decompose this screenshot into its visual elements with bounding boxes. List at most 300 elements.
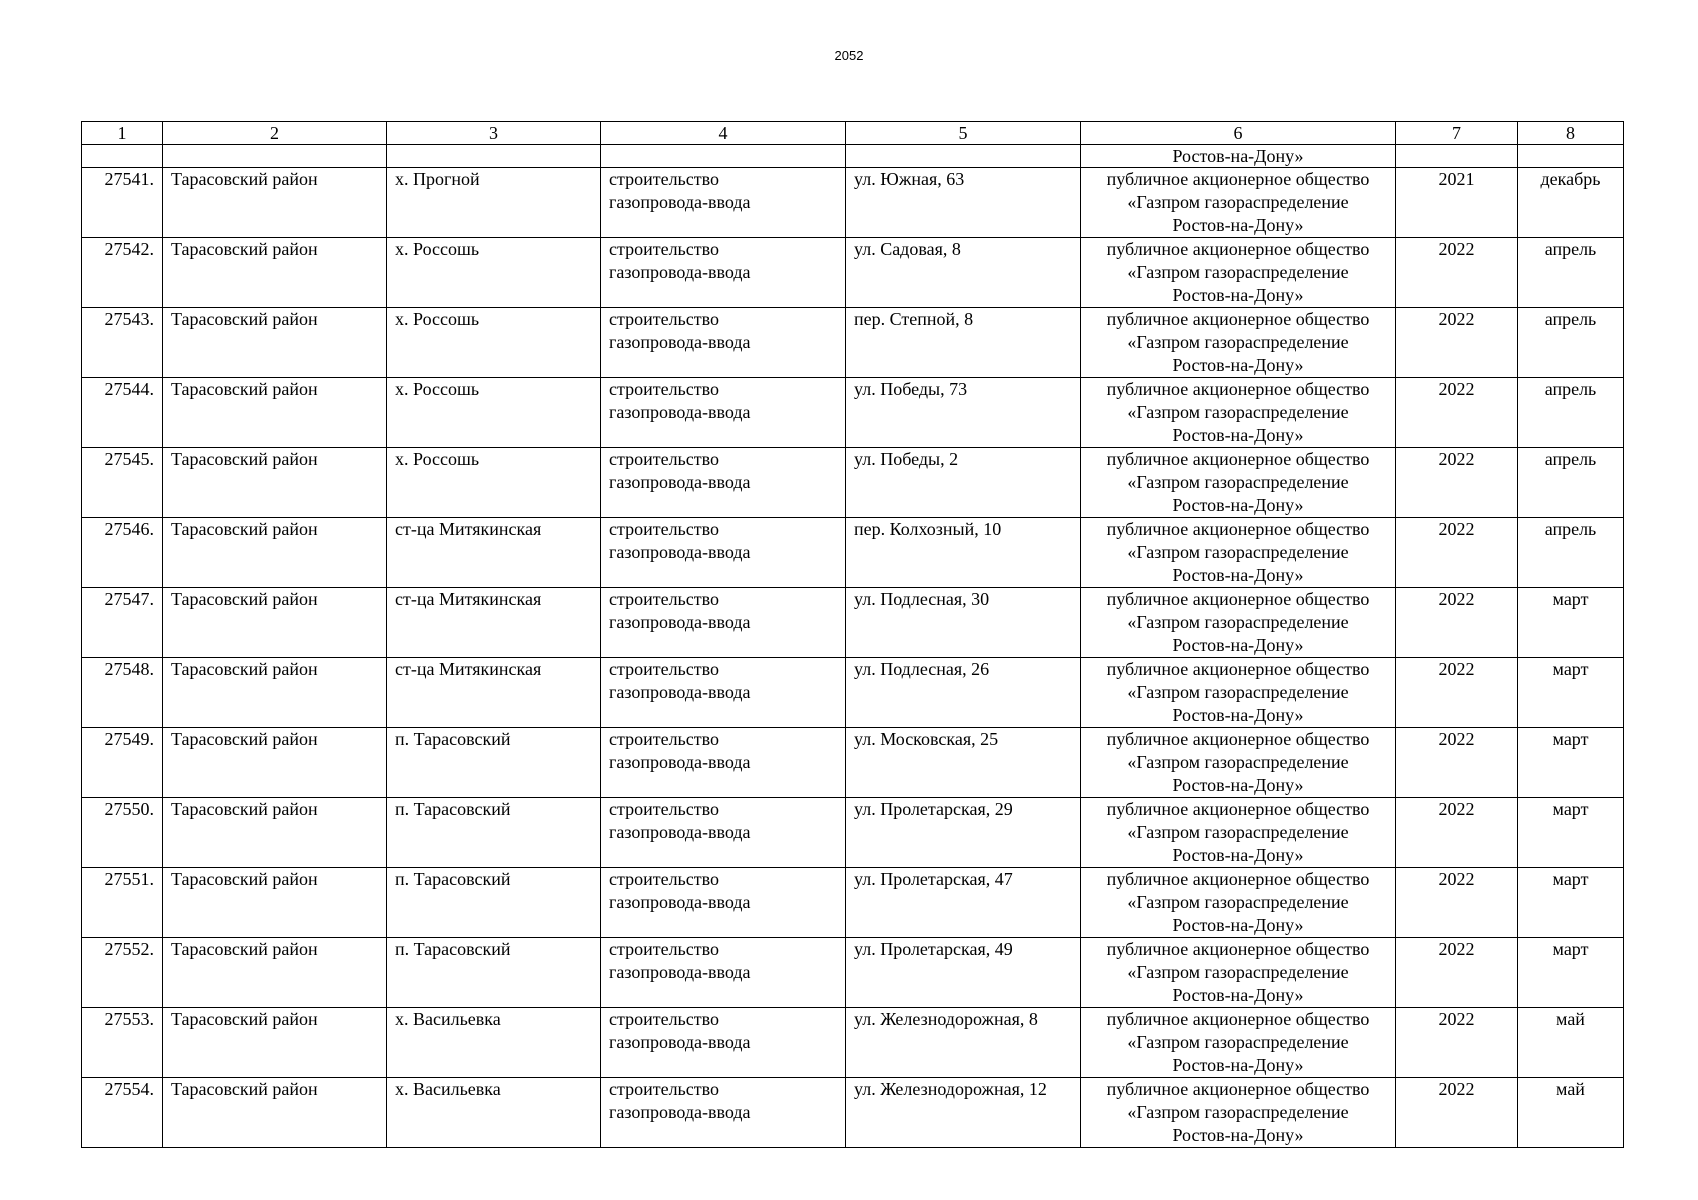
year-text: 2021 [1438,169,1475,189]
cell-district [163,308,387,378]
table-row [82,518,1624,588]
table-row [82,1078,1624,1148]
cell-num [82,378,163,448]
org-line-1: публичное акционерное общество [1106,1079,1370,1099]
org-line-1: публичное акционерное общество [1106,939,1370,959]
cell-org [1081,728,1396,798]
cell-locality [387,658,601,728]
cell-month [1518,798,1624,868]
table-row [82,1008,1624,1078]
cell-year [1396,588,1518,658]
row-number: 27547. [104,589,154,609]
work-line-1: строительство [609,449,719,469]
cell-num [82,518,163,588]
district-text: Тарасовский район [171,519,318,539]
org-line-3: Ростов-на-Дону» [1172,1055,1304,1075]
cell-month [1518,1008,1624,1078]
org-line-2: «Газпром газораспределение [1127,1102,1349,1122]
cell-month [1518,728,1624,798]
cell-locality [387,588,601,658]
cell-locality [387,168,601,238]
cell-locality [387,145,601,168]
cell-work [601,238,846,308]
cell-locality [387,238,601,308]
cell-address [846,798,1081,868]
work-line-2: газопровода-ввода [609,1032,751,1052]
work-line-2: газопровода-ввода [609,682,751,702]
month-text: апрель [1544,379,1597,399]
district-text: Тарасовский район [171,869,318,889]
address-text: ул. Южная, 63 [854,169,965,189]
work-line-1: строительство [609,799,719,819]
cell-month [1518,658,1624,728]
org-line-2: «Газпром газораспределение [1127,262,1349,282]
district-text: Тарасовский район [171,379,318,399]
cell-year [1396,168,1518,238]
cell-month [1518,938,1624,1008]
district-text: Тарасовский район [171,939,318,959]
row-number: 27551. [104,869,154,889]
header-row [82,122,1624,145]
cell-org [1081,518,1396,588]
org-line-2: «Газпром газораспределение [1127,472,1349,492]
org-line-2: «Газпром газораспределение [1127,822,1349,842]
cell-locality [387,1078,601,1148]
work-line-1: строительство [609,589,719,609]
cell-district [163,728,387,798]
locality-text: х. Прогной [395,169,480,189]
cell-address [846,308,1081,378]
org-line-2: «Газпром газораспределение [1127,192,1349,212]
month-text: апрель [1544,519,1597,539]
cell-month [1518,448,1624,518]
cell-locality [387,938,601,1008]
cell-num [82,1078,163,1148]
org-line-3: Ростов-на-Дону» [1172,635,1304,655]
table-row [82,448,1624,518]
locality-text: ст-ца Митякинская [395,519,542,539]
cell-num [82,798,163,868]
cell-address [846,1008,1081,1078]
year-text: 2022 [1438,939,1475,959]
cell-address [846,868,1081,938]
cell-work [601,798,846,868]
month-text: март [1552,799,1589,819]
cell-year [1396,798,1518,868]
cell-address [846,728,1081,798]
cell-month [1518,588,1624,658]
cell-org [1081,658,1396,728]
table-row [82,938,1624,1008]
cell-work [601,658,846,728]
cell-work [601,168,846,238]
cell-address [846,168,1081,238]
table-row [82,378,1624,448]
cell-num [82,448,163,518]
cell-year [1396,658,1518,728]
address-text: пер. Степной, 8 [854,309,974,329]
org-line-3: Ростов-на-Дону» [1172,565,1304,585]
address-text: ул. Пролетарская, 29 [854,799,1013,819]
cell-locality [387,448,601,518]
cell-locality [387,308,601,378]
cell-district [163,168,387,238]
district-text: Тарасовский район [171,449,318,469]
cell-work [601,588,846,658]
cell-district [163,238,387,308]
cell-month [1518,868,1624,938]
address-text: ул. Подлесная, 26 [854,659,990,679]
cell-district [163,145,387,168]
work-line-2: газопровода-ввода [609,472,751,492]
org-line-2: «Газпром газораспределение [1127,542,1349,562]
month-text: май [1556,1009,1585,1029]
org-line-2: «Газпром газораспределение [1127,1032,1349,1052]
column-header-7: 7 [1396,122,1518,145]
locality-text: п. Тарасовский [395,729,511,749]
address-text: ул. Железнодорожная, 8 [854,1009,1038,1029]
table-row [82,168,1624,238]
cell-month [1518,168,1624,238]
cell-num [82,168,163,238]
work-line-1: строительство [609,939,719,959]
year-text: 2022 [1438,799,1475,819]
locality-text: х. Россошь [395,449,480,469]
cell-address [846,1078,1081,1148]
cell-locality [387,518,601,588]
org-line-1: публичное акционерное общество [1106,1009,1370,1029]
row-number: 27549. [104,729,154,749]
row-number: 27546. [104,519,154,539]
cell-year [1396,238,1518,308]
table-row [82,798,1624,868]
table-header [82,122,1624,145]
org-line-3: Ростов-на-Дону» [1172,495,1304,515]
cell-org [1081,448,1396,518]
org-line-2: «Газпром газораспределение [1127,332,1349,352]
month-text: март [1552,589,1589,609]
year-text: 2022 [1438,729,1475,749]
cell-address [846,658,1081,728]
org-line-2: «Газпром газораспределение [1127,752,1349,772]
row-number: 27541. [104,169,154,189]
cell-address [846,238,1081,308]
org-line-3: Ростов-на-Дону» [1172,775,1304,795]
org-line-2: «Газпром газораспределение [1127,402,1349,422]
org-line-2: «Газпром газораспределение [1127,682,1349,702]
cell-district [163,938,387,1008]
work-line-2: газопровода-ввода [609,192,751,212]
address-text: ул. Садовая, 8 [854,239,961,259]
cell-locality [387,868,601,938]
year-text: 2022 [1438,659,1475,679]
cell-year [1396,938,1518,1008]
cell-address [846,378,1081,448]
cell-month [1518,1078,1624,1148]
year-text: 2022 [1438,869,1475,889]
org-line-1: публичное акционерное общество [1106,799,1370,819]
month-text: март [1552,939,1589,959]
district-text: Тарасовский район [171,589,318,609]
cell-address [846,145,1081,168]
work-line-2: газопровода-ввода [609,822,751,842]
cell-month [1518,308,1624,378]
cell-district [163,518,387,588]
org-line-1: публичное акционерное общество [1106,519,1370,539]
cell-locality [387,728,601,798]
work-line-1: строительство [609,869,719,889]
table-row [82,868,1624,938]
org-line-3: Ростов-на-Дону» [1172,915,1304,935]
org-line-2: «Газпром газораспределение [1127,962,1349,982]
cell-work [601,518,846,588]
year-text: 2022 [1438,379,1475,399]
table-body [82,145,1624,1148]
month-text: март [1552,729,1589,749]
cell-num [82,238,163,308]
locality-text: х. Васильевка [395,1009,501,1029]
work-line-2: газопровода-ввода [609,612,751,632]
month-text: май [1556,1079,1585,1099]
cell-work [601,378,846,448]
column-header-6: 6 [1081,122,1396,145]
column-header-1: 1 [82,122,163,145]
cell-locality [387,1008,601,1078]
cell-address [846,588,1081,658]
address-text: ул. Подлесная, 30 [854,589,990,609]
cell-address [846,938,1081,1008]
table-row [82,658,1624,728]
month-text: март [1552,659,1589,679]
cell-month [1518,145,1624,168]
cell-year [1396,868,1518,938]
cell-year [1396,1008,1518,1078]
year-text: 2022 [1438,1079,1475,1099]
locality-text: п. Тарасовский [395,799,511,819]
cell-org [1081,798,1396,868]
column-header-2: 2 [163,122,387,145]
cell-org [1081,168,1396,238]
org-line-3: Ростов-на-Дону» [1172,845,1304,865]
cell-month [1518,378,1624,448]
column-header-5: 5 [846,122,1081,145]
work-line-2: газопровода-ввода [609,542,751,562]
org-line-3: Ростов-на-Дону» [1172,1125,1304,1145]
cell-org [1081,868,1396,938]
work-line-2: газопровода-ввода [609,332,751,352]
work-line-1: строительство [609,309,719,329]
cell-year [1396,308,1518,378]
row-number: 27554. [104,1079,154,1099]
table-row [82,728,1624,798]
row-number: 27543. [104,309,154,329]
org-line-3: Ростов-на-Дону» [1172,985,1304,1005]
cell-org [1081,938,1396,1008]
year-text: 2022 [1438,309,1475,329]
cell-address [846,448,1081,518]
cell-org [1081,378,1396,448]
column-header-3: 3 [387,122,601,145]
district-text: Тарасовский район [171,659,318,679]
cell-work [601,145,846,168]
row-number: 27545. [104,449,154,469]
cell-year [1396,378,1518,448]
cell-org [1081,238,1396,308]
work-line-2: газопровода-ввода [609,892,751,912]
work-line-2: газопровода-ввода [609,402,751,422]
cell-month [1518,518,1624,588]
work-line-1: строительство [609,169,719,189]
org-line-1: публичное акционерное общество [1106,729,1370,749]
locality-text: х. Россошь [395,309,480,329]
cell-num [82,308,163,378]
table-row [82,238,1624,308]
address-text: ул. Железнодорожная, 12 [854,1079,1047,1099]
work-line-2: газопровода-ввода [609,1102,751,1122]
district-text: Тарасовский район [171,239,318,259]
locality-text: х. Васильевка [395,1079,501,1099]
column-header-4: 4 [601,122,846,145]
org-line-1: публичное акционерное общество [1106,239,1370,259]
cell-district [163,448,387,518]
cell-num [82,145,163,168]
cell-address [846,518,1081,588]
org-line-1: публичное акционерное общество [1106,869,1370,889]
year-text: 2022 [1438,519,1475,539]
cell-org: Ростов-на-Дону» [1081,145,1396,168]
org-line-1: публичное акционерное общество [1106,659,1370,679]
locality-text: п. Тарасовский [395,939,511,959]
cell-work [601,938,846,1008]
cell-work [601,1078,846,1148]
cell-num [82,868,163,938]
org-line-3: Ростов-на-Дону» [1172,355,1304,375]
cell-year [1396,1078,1518,1148]
district-text: Тарасовский район [171,169,318,189]
cell-work [601,868,846,938]
address-text: ул. Пролетарская, 47 [854,869,1013,889]
district-text: Тарасовский район [171,729,318,749]
district-text: Тарасовский район [171,1009,318,1029]
org-line-2: «Газпром газораспределение [1127,612,1349,632]
cell-org [1081,308,1396,378]
row-number: 27553. [104,1009,154,1029]
locality-text: ст-ца Митякинская [395,589,542,609]
cell-locality [387,378,601,448]
org-line-2: «Газпром газораспределение [1127,892,1349,912]
row-number: 27542. [104,239,154,259]
cell-district [163,868,387,938]
cell-district [163,1008,387,1078]
org-line-3: Ростов-на-Дону» [1172,425,1304,445]
work-line-1: строительство [609,659,719,679]
cell-work [601,728,846,798]
work-line-1: строительство [609,729,719,749]
month-text: апрель [1544,239,1597,259]
cell-org [1081,1078,1396,1148]
district-text: Тарасовский район [171,309,318,329]
district-text: Тарасовский район [171,1079,318,1099]
cell-district [163,1078,387,1148]
cell-year [1396,448,1518,518]
address-text: пер. Колхозный, 10 [854,519,1002,539]
column-header-8: 8 [1518,122,1624,145]
cell-work [601,448,846,518]
page-number: 2052 [834,48,864,63]
year-text: 2022 [1438,589,1475,609]
cell-org [1081,1008,1396,1078]
locality-text: х. Россошь [395,239,480,259]
work-line-1: строительство [609,379,719,399]
continuation-row [82,145,1624,168]
row-number: 27550. [104,799,154,819]
cell-num [82,728,163,798]
cell-work [601,308,846,378]
address-text: ул. Московская, 25 [854,729,999,749]
row-number: 27548. [104,659,154,679]
month-text: апрель [1544,449,1597,469]
work-line-1: строительство [609,1009,719,1029]
cell-district [163,588,387,658]
cell-work [601,1008,846,1078]
row-number: 27544. [104,379,154,399]
org-line-1: публичное акционерное общество [1106,309,1370,329]
address-text: ул. Победы, 2 [854,449,959,469]
cell-month [1518,238,1624,308]
locality-text: х. Россошь [395,379,480,399]
cell-district [163,378,387,448]
cell-district [163,658,387,728]
org-line-1: публичное акционерное общество [1106,169,1370,189]
locality-text: ст-ца Митякинская [395,659,542,679]
org-line-1: публичное акционерное общество [1106,589,1370,609]
cell-num [82,938,163,1008]
cell-num [82,658,163,728]
work-line-2: газопровода-ввода [609,752,751,772]
cell-num [82,588,163,658]
month-text: декабрь [1540,169,1601,189]
address-text: ул. Победы, 73 [854,379,968,399]
work-line-2: газопровода-ввода [609,262,751,282]
cell-locality [387,798,601,868]
org-line-1: публичное акционерное общество [1106,449,1370,469]
cell-num [82,1008,163,1078]
org-line-3: Ростов-на-Дону» [1172,705,1304,725]
year-text: 2022 [1438,239,1475,259]
address-text: ул. Пролетарская, 49 [854,939,1013,959]
work-line-1: строительство [609,1079,719,1099]
cell-district [163,798,387,868]
org-line-3: Ростов-на-Дону» [1172,285,1304,305]
cell-year [1396,145,1518,168]
cell-year [1396,518,1518,588]
org-line-3: Ростов-на-Дону» [1172,215,1304,235]
org-line-1: публичное акционерное общество [1106,379,1370,399]
work-line-1: строительство [609,239,719,259]
cell-org [1081,588,1396,658]
table-row [82,588,1624,658]
year-text: 2022 [1438,1009,1475,1029]
work-line-1: строительство [609,519,719,539]
data-table [81,121,1624,1148]
work-line-2: газопровода-ввода [609,962,751,982]
month-text: апрель [1544,309,1597,329]
year-text: 2022 [1438,449,1475,469]
table-row [82,308,1624,378]
district-text: Тарасовский район [171,799,318,819]
cell-year [1396,728,1518,798]
locality-text: п. Тарасовский [395,869,511,889]
